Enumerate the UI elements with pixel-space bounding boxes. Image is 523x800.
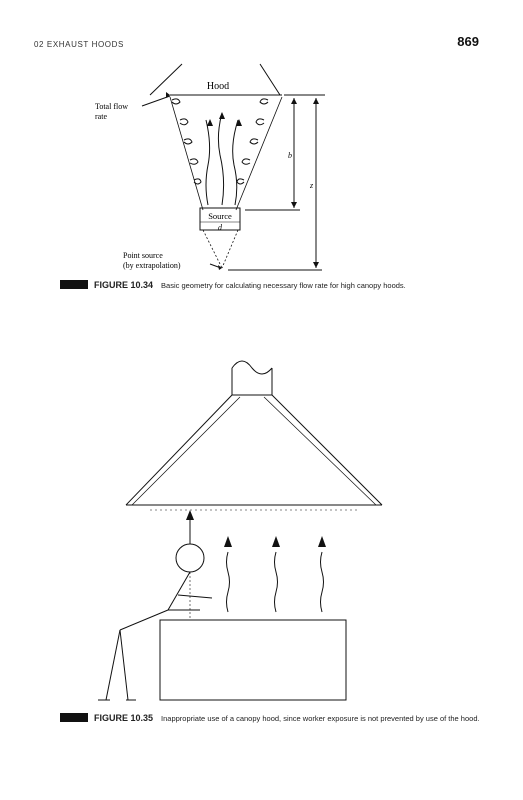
figure-10-35-caption — [60, 713, 490, 724]
caption-text: Basic geometry for calculating necessary flow rate for high canopy hoods. — [161, 281, 406, 290]
label-d: d — [218, 223, 222, 232]
figure-number: FIGURE 10.34 — [94, 280, 154, 290]
running-head: 02 EXHAUST HOODS — [34, 40, 124, 49]
label-source: Source — [208, 211, 232, 221]
label-point-source-1: Point source — [123, 251, 163, 260]
label-b: b — [288, 151, 292, 160]
figure-number: FIGURE 10.35 — [94, 713, 154, 723]
flow-line-3 — [321, 552, 324, 612]
flow-line-1 — [227, 552, 230, 612]
canopy-left-outer — [126, 395, 232, 505]
label-total-flow-1: Total flow — [95, 102, 128, 111]
caption-text: Inappropriate use of a canopy hood, since worker exposure is not prevented by use of the hood. — [161, 714, 480, 723]
workbench — [160, 620, 346, 700]
label-hood: Hood — [206, 81, 230, 92]
label-point-source-2: (by extrapolation) — [123, 261, 181, 270]
page-number: 869 — [457, 34, 479, 49]
worker-head — [176, 544, 204, 572]
flow-line-2 — [275, 552, 278, 612]
label-total-flow-2: rate — [95, 112, 107, 121]
duct-wavy-top — [232, 361, 272, 374]
label-z: z — [310, 181, 314, 190]
canopy-right-outer — [272, 395, 382, 505]
caption-marker — [60, 713, 88, 722]
